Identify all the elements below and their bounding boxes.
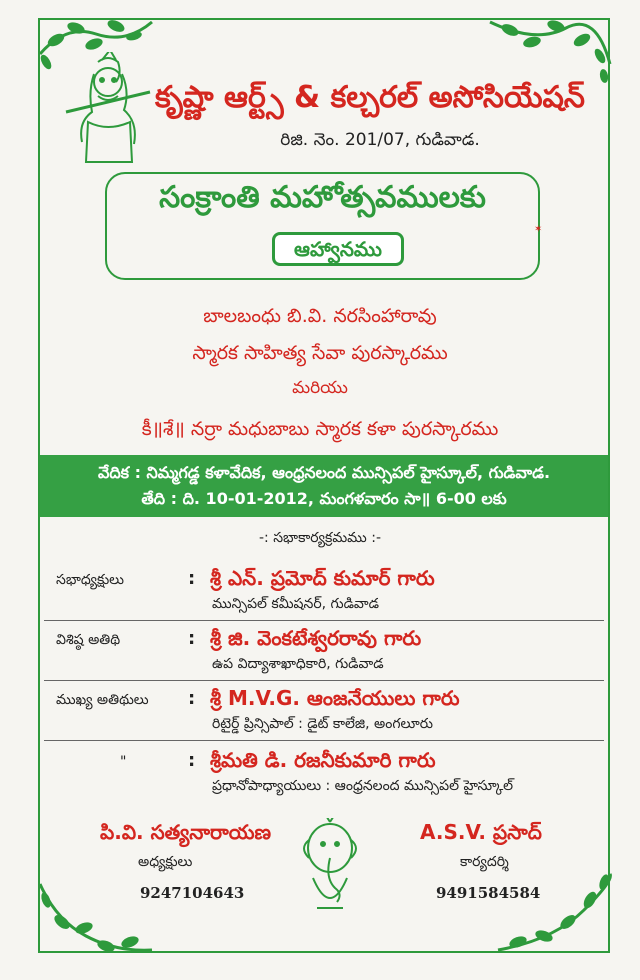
program-designation-3: రిటైర్డ్ ప్రిన్సిపాల్ : డైట్ కాలేజి, అంగలూరు <box>212 716 433 732</box>
program-designation-1: మున్సిపల్ కమీషనర్, గుడివాడ <box>212 596 379 612</box>
program-name-4: శ్రీమతి డి. రజనీకుమారి గారు <box>210 748 436 772</box>
festival-title: సంక్రాంతి మహోత్సవములకు <box>159 180 486 215</box>
program-designation-4: ప్రధానోపాధ్యాయులు : ఆంధ్రనలంద మున్సిపల్ హైస్కూల్ <box>212 778 514 794</box>
colon-separator: : <box>188 628 196 649</box>
program-role-4: " <box>120 754 127 770</box>
program-name-1: శ్రీ ఎన్. ప్రమోద్ కుమార్ గారు <box>210 566 435 590</box>
sparkle-icon: ✶ <box>534 224 543 235</box>
program-role-2: విశిష్ఠ అతిథి <box>56 632 121 648</box>
bottom-left-vine-ornament <box>36 880 156 956</box>
registration-number: రిజి. నెం. 201/07, గుడివాడ. <box>280 130 480 150</box>
program-role-1: సభాధ్యక్షులు <box>56 572 124 588</box>
row-divider <box>44 740 604 741</box>
bottom-right-vine-ornament <box>494 870 614 956</box>
association-name: కృష్ణా ఆర్ట్స్ & కల్చరల్ అసోసియేషన్ <box>155 80 585 115</box>
award-line-4: కీ॥శే॥ నర్రా మధుబాబు స్మారక కళా పురస్కారము <box>141 418 499 440</box>
ganesha-emblem-icon <box>295 818 365 923</box>
row-divider <box>44 680 604 681</box>
program-designation-2: ఉప విద్యాశాఖాధికారి, గుడివాడ <box>212 656 384 672</box>
venue-text: వేదిక : నిమ్మగడ్డ కళావేదిక, ఆంధ్రనలంద మున్సిపల్ హైస్కూల్, గుడివాడ. <box>97 463 551 482</box>
president-phone: 9247104643 <box>140 884 245 902</box>
top-right-vine-ornament <box>486 14 614 84</box>
colon-separator: : <box>188 688 196 709</box>
secretary-name: A.S.V. ప్రసాద్ <box>420 820 542 844</box>
award-line-2: స్మారక సాహిత్య సేవా పురస్కారము <box>192 342 448 364</box>
colon-separator: : <box>188 750 196 771</box>
program-name-2: శ్రీ జి. వెంకటేశ్వరరావు గారు <box>210 626 422 650</box>
program-role-3: ముఖ్య అతిథులు <box>56 692 149 708</box>
secretary-role: కార్యదర్శి <box>460 854 509 870</box>
program-name-3: శ్రీ M.V.G. ఆంజనేయులు గారు <box>210 686 460 710</box>
colon-separator: : <box>188 568 196 589</box>
date-time-text: తేది : ది. 10-01-2012, మంగళవారం సా॥ 6-00 లకు <box>141 489 507 508</box>
agenda-heading: -: సభాకార్యక్రమము :- <box>259 530 381 546</box>
secretary-phone: 9491584584 <box>436 884 541 902</box>
row-divider <box>44 620 604 621</box>
president-name: పి.వి. సత్యనారాయణ <box>100 820 272 844</box>
president-role: అధ్యక్షులు <box>138 854 193 870</box>
award-line-1: బాలబంధు బి.వి. నరసింహారావు <box>203 305 437 327</box>
invitation-badge: ఆహ్వానము <box>272 232 404 266</box>
venue-band <box>40 455 608 517</box>
award-line-3: మరియు <box>292 378 348 398</box>
